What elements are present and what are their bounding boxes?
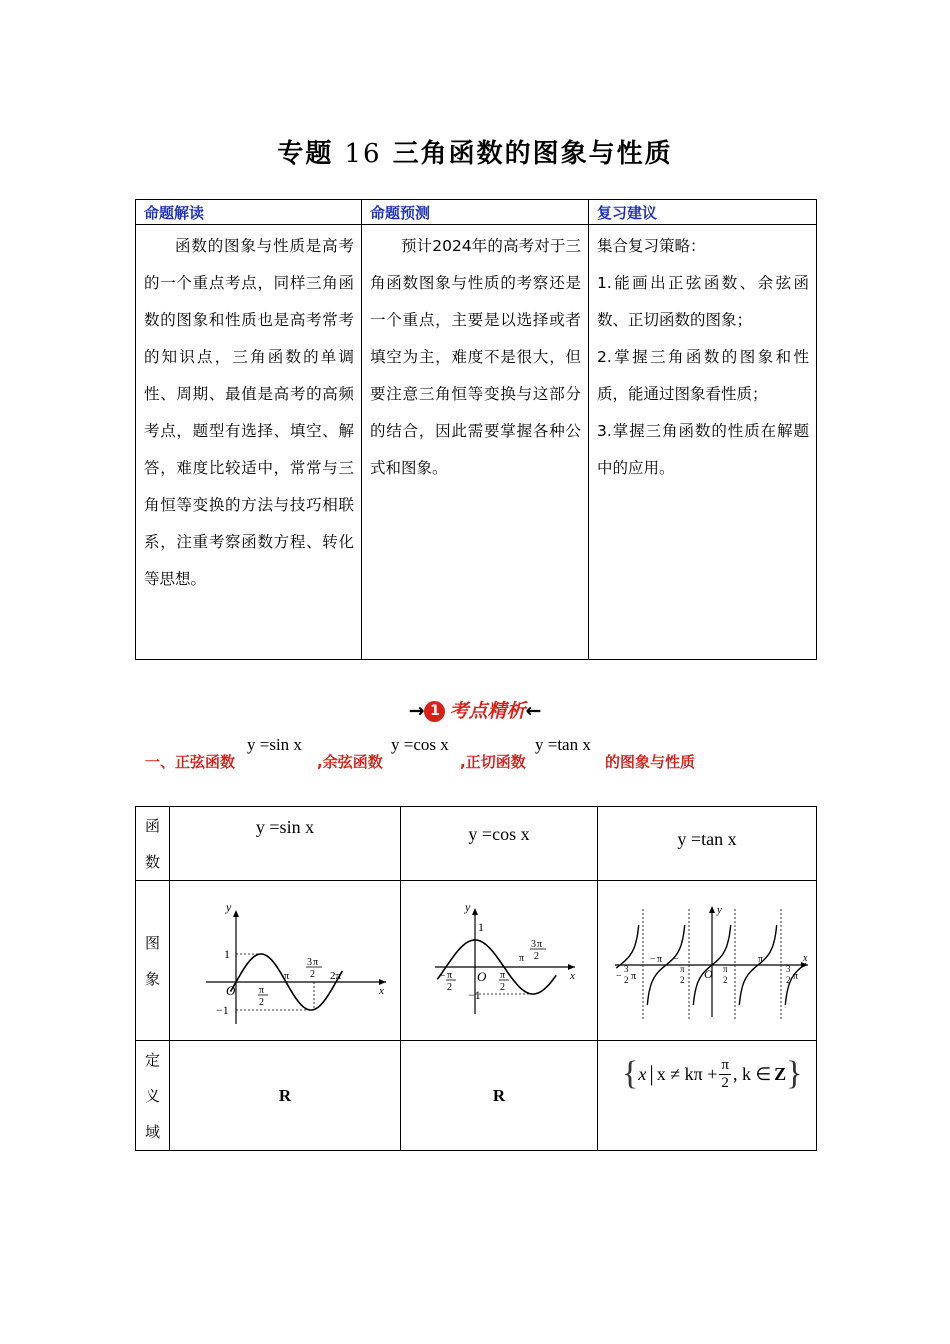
tick-label: π [657, 953, 663, 965]
tick-label: π [447, 969, 453, 981]
tick-label: 1 [224, 946, 230, 961]
sin-graph [196, 899, 396, 1029]
y-label: y [717, 903, 722, 916]
tick-label: 2π [330, 969, 342, 982]
tick-label: π [758, 953, 764, 965]
tick-label: π [680, 963, 685, 974]
suggestion-cell [589, 225, 817, 660]
bar-separator: | [649, 1061, 654, 1086]
tick-label: 2 [786, 974, 791, 985]
tick-label: π [284, 970, 290, 982]
tick-label: π [723, 963, 728, 974]
cos-formula: y =cos x [391, 735, 449, 754]
prediction-text: 预计2024年的高考对于三角函数图象与性质的考察还是一个重点，主要是以选择或者填空为主，难度不是很大，但要注意三角恒等变换与这部分的结合，因此需要掌握各种公式和图象。 [370, 237, 581, 477]
number-badge: 1 [424, 701, 445, 722]
subheading-part: ,余弦函数 [317, 753, 383, 771]
row-label-graph: 图象 [136, 881, 170, 1041]
tick-label: π [313, 956, 319, 968]
tick-label: 2 [310, 968, 315, 980]
tan-domain-expression [622, 1055, 816, 1093]
sin-graph-cell [170, 881, 401, 1041]
frac-den: 2 [721, 1074, 729, 1091]
tick-label: 1 [478, 919, 484, 934]
subheading-part: 一、正弦函数 [145, 753, 236, 771]
tan-graph [600, 899, 815, 1029]
tick-label: − [650, 953, 656, 965]
origin-label: O [226, 982, 236, 998]
header-suggestion: 复习建议 [589, 200, 817, 225]
tick-label: 2 [680, 974, 685, 985]
tick-label: − [673, 953, 679, 965]
title-number: 16 [344, 139, 382, 169]
arrow-right-icon: → [408, 700, 425, 722]
tick-label: π [793, 970, 799, 982]
tick-label: −1 [216, 1002, 229, 1017]
properties-table [135, 806, 817, 1151]
domain-tail: , k ∈ [732, 1063, 772, 1084]
page-title [0, 133, 950, 170]
subheading-part: 的图象与性质 [605, 753, 696, 771]
tick-label: 3 [786, 963, 791, 974]
integer-set: Z [774, 1063, 787, 1084]
suggestion-item: 集合复习策略： [597, 237, 706, 255]
header-interpretation: 命题解读 [136, 200, 362, 225]
sin-formula: y =sin x [247, 735, 302, 754]
tan-graph-cell [598, 881, 817, 1041]
tan-formula: y =tan x [535, 735, 591, 754]
y-axis-arrow [709, 906, 715, 913]
row-label-domain: 定义域 [136, 1041, 170, 1151]
interpretation-cell [136, 225, 362, 660]
x-label: x [803, 952, 808, 964]
suggestion-item: 1.能画出正弦函数、余弦函数、正切函数的图象； [597, 274, 809, 329]
tick-label: 2 [534, 950, 539, 962]
y-axis-arrow [233, 910, 239, 917]
cos-graph-cell [401, 881, 598, 1041]
origin-label: O [704, 966, 713, 981]
tick-label: π [259, 984, 265, 996]
tick-label: 3 [624, 963, 629, 974]
subheading [145, 735, 845, 775]
tick-label: 2 [723, 974, 728, 985]
domain-cos: R [401, 1041, 598, 1151]
tick-label: 3 [531, 938, 536, 950]
right-brace: } [786, 1055, 803, 1092]
row-label-function: 函数 [136, 807, 170, 881]
subheading-part: ,正切函数 [460, 753, 526, 771]
interpretation-text: 函数的图象与性质是高考的一个重点考点，同样三角函数的图象和性质也是高考常考的知识点，三角函数的单调性、周期、最值是高考的高频考点，题型有选择、填空、解答，难度比较适中，常常与三角恒等变换的方法与技巧相联系，注重考察函数方程、转化等思想。 [144, 237, 354, 588]
suggestion-item: 2.掌握三角函数的图象和性质，能通过图象看性质； [597, 348, 809, 403]
suggestion-item: 3.掌握三角函数的性质在解题中的应用。 [597, 422, 809, 477]
tick-label: − [439, 969, 446, 982]
x-label: x [379, 984, 384, 997]
frac-num: π [721, 1056, 729, 1073]
title-text: 三角函数的图象与性质 [392, 139, 673, 169]
prediction-cell [362, 225, 589, 660]
y-axis-arrow [472, 908, 478, 915]
intro-table [135, 199, 817, 660]
cos-graph [405, 899, 595, 1029]
domain-tan [598, 1041, 817, 1151]
domain-sin: R [170, 1041, 401, 1151]
suggestion-list [589, 225, 816, 487]
tick-label: π [519, 952, 525, 964]
tick-label: 2 [624, 974, 629, 985]
tick-label: 2 [259, 996, 264, 1008]
tick-label: 2 [500, 981, 505, 993]
tick-label: −1 [468, 987, 481, 1002]
tan-branch [616, 924, 638, 967]
tick-label: 3 [307, 956, 312, 968]
tick-label: 2 [447, 981, 452, 993]
pi-over-two [719, 1057, 731, 1092]
tick-label: π [500, 969, 506, 981]
domain-var: x [638, 1063, 647, 1084]
section-title: 考点精析 [449, 700, 526, 722]
title-prefix: 专题 [277, 139, 334, 169]
func-cos: y =cos x [401, 807, 598, 881]
x-label: x [570, 969, 575, 982]
tick-label: π [631, 970, 637, 982]
tick-label: − [616, 970, 622, 982]
left-brace: { [622, 1055, 639, 1092]
tick-label: π [537, 938, 543, 950]
func-tan: y =tan x [598, 807, 817, 881]
y-label: y [465, 899, 471, 914]
arrow-left-icon: ← [525, 700, 542, 722]
y-label: y [226, 899, 232, 914]
section-heading [0, 696, 950, 723]
domain-condition: x ≠ kπ + [656, 1063, 718, 1084]
origin-label: O [477, 968, 487, 984]
func-sin: y =sin x [170, 807, 401, 881]
header-prediction: 命题预测 [362, 200, 589, 225]
